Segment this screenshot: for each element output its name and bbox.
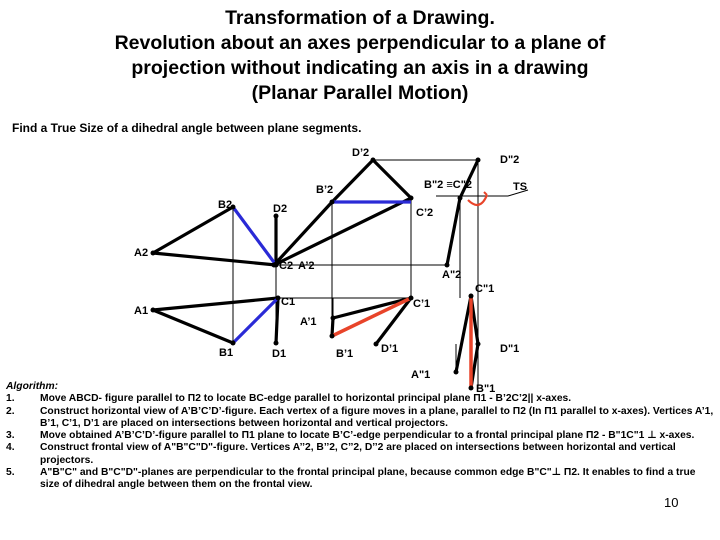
title-line-2: Revolution about an axes perpendicular to a plane of	[114, 32, 606, 54]
step-number: 4.	[6, 442, 15, 454]
label-c2: C2	[279, 260, 294, 272]
label-c1: C1	[281, 296, 296, 308]
label-b1: B1	[219, 347, 234, 359]
figure-frontal-final	[447, 160, 478, 265]
horizontal-final-edges	[456, 296, 478, 388]
title-line-1: Transformation of a Drawing.	[225, 7, 495, 29]
label-c2-prime: C’2	[416, 207, 434, 219]
label-d2: D2	[273, 203, 288, 215]
true-size-arrow	[484, 192, 487, 195]
algorithm-heading: Algorithm:	[6, 381, 59, 392]
title-line-4: (Planar Parallel Motion)	[251, 82, 469, 104]
step-number: 2.	[6, 405, 15, 417]
label-a2-prime: A’2	[298, 260, 315, 272]
algorithm-step	[6, 430, 714, 442]
step-number: 1.	[6, 393, 15, 405]
label-b2: B2	[218, 199, 233, 211]
label-b2-c2-double-prime: B"2 ≡C"2	[424, 179, 473, 191]
frontal-moved-edges	[274, 160, 411, 265]
edge-b1p-c1p	[332, 298, 411, 336]
horizontal-edges	[153, 298, 278, 343]
step-text: A"B"C" and B"C"D"-planes are perpendicular to the frontal principal plane, because common edge B"C"⊥ П2. It enables to find a true size of dihedral angle between them on the frontal view.	[40, 467, 696, 491]
point-labels	[134, 147, 527, 395]
label-b1-double-prime: B"1	[476, 383, 496, 395]
label-d1-double-prime: D"1	[500, 343, 520, 355]
figure-horizontal-final	[456, 296, 478, 388]
label-a1-prime: A’1	[300, 316, 317, 328]
label-b1-prime: B’1	[336, 348, 354, 360]
label-c1-prime: C’1	[413, 298, 431, 310]
algorithm-step	[6, 467, 714, 492]
label-d2-prime: D’2	[352, 147, 370, 159]
label-d2-double-prime: D"2	[500, 154, 520, 166]
label-a2-double-prime: A"2	[442, 269, 462, 281]
edge-b1-c1	[233, 298, 278, 343]
edge-b2-c2	[233, 207, 276, 265]
label-b2-prime: B’2	[316, 184, 334, 196]
label-a1: A1	[134, 305, 149, 317]
figure-frontal-original	[153, 207, 276, 265]
label-d1: D1	[272, 348, 287, 360]
step-number: 3.	[6, 430, 15, 442]
task-statement: Find a True Size of a dihedral angle between plane segments.	[12, 121, 362, 135]
algorithm-step	[6, 442, 714, 467]
label-true-size: TS	[513, 181, 528, 193]
step-number: 5.	[6, 467, 15, 479]
label-a1-double-prime: A"1	[411, 369, 431, 381]
step-text: Construct frontal view of A"B"C"D"-figure. Vertices A’’2, B’’2, C’’2, D’’2 are placed on intersections between horizontal and vertical projectors.	[40, 442, 676, 466]
label-c1-double-prime: C"1	[475, 283, 495, 295]
algorithm-step	[6, 393, 714, 405]
step-text: Move ABCD- figure parallel to П2 to locate BC-edge parallel to horizontal principal plane П1 - B’2C’2|| x-axes.	[40, 393, 572, 405]
figure-horizontal-original	[153, 298, 278, 343]
step-text: Move obtained A’B’C’D’-figure parallel to П1 plane to locate B’C’-edge perpendicular to a frontal principal plane П2 - B"1C"1 ⊥ x-axes.	[40, 430, 695, 442]
frontal-final-edges	[447, 160, 478, 265]
title-line-3: projection without indicating an axis in a drawing	[131, 57, 589, 79]
label-d1-prime: D’1	[381, 343, 399, 355]
algorithm-step	[6, 406, 714, 431]
figure-frontal-moved	[274, 160, 411, 265]
frontal-edges	[153, 207, 276, 265]
algorithm-section	[6, 381, 714, 492]
step-text: Construct horizontal view of A’B’C’D’-figure. Each vertex of a figure moves in a plane, parallel to П2 (In П1 parallel to x-axes). Vertices A’1, B’1, C’1, D’1 are placed on intersections between horizontal and vertical projectors.	[40, 405, 714, 429]
label-a2: A2	[134, 247, 149, 259]
page-number: 10	[664, 495, 679, 510]
